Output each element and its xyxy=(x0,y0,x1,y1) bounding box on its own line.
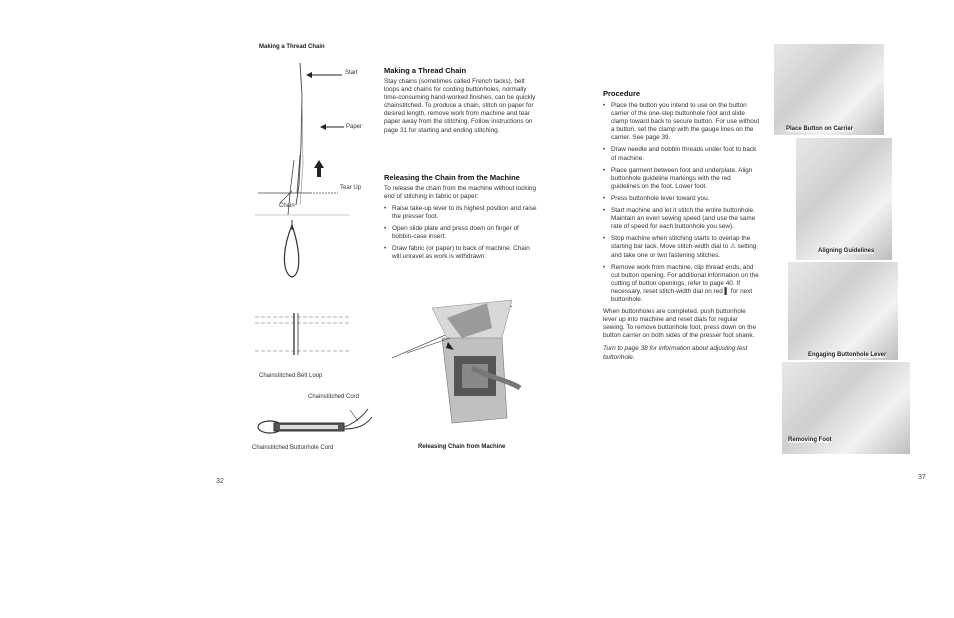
list-item: • Place the button you intend to use on the button carrier of the one-step buttonhole foot and slide clamp toward back to secure button. For use without a button, set the clamp with the gauge lines on the carrier. See page 39. xyxy=(603,102,761,142)
caption-place-button: Place Button on Carrier xyxy=(786,126,854,132)
releasing-steps-list xyxy=(384,205,540,262)
procedure-steps-list xyxy=(603,102,761,304)
caption-engaging-lever: Engaging Buttonhole Lever xyxy=(808,352,887,358)
page-number-right: 37 xyxy=(918,474,926,481)
paragraph-releasing-chain: To release the chain from the machine without locking end of stitching in fabric or paper: xyxy=(384,184,537,200)
page-number-left: 32 xyxy=(216,478,224,485)
middle-column xyxy=(384,66,540,265)
caption-releasing-chain: Releasing Chain from Machine xyxy=(418,444,506,450)
procedure-column xyxy=(603,89,761,362)
figure-title: Making a Thread Chain xyxy=(259,44,325,50)
photo-place-button xyxy=(774,44,884,135)
label-tear-up: Tear Up xyxy=(340,185,362,191)
caption-aligning-guidelines: Aligning Guidelines xyxy=(818,248,875,254)
list-item: • Remove work from machine, clip thread ends, and cut button opening. For additional information on the cutting of button openings, refer to page 40. If necessary, reset stitch-width dial on red ▌ for next buttonhole. xyxy=(603,264,761,304)
photo-engaging-lever xyxy=(788,262,898,360)
heading-releasing-chain: Releasing the Chain from the Machine xyxy=(384,172,520,182)
caption-removing-foot: Removing Foot xyxy=(788,437,832,443)
list-item: • Draw needle and bobbin threads under foot to back of machine. xyxy=(603,146,761,162)
releasing-chain-illustration xyxy=(392,298,522,428)
photo-aligning-guidelines xyxy=(796,138,892,260)
paragraph-completion: When buttonholes are completed, push buttonhole lever up into machine and reset dials for regular sewing. To remove buttonhole foot, press down on the button carrier on both sides of the presser foot shank. xyxy=(603,308,756,340)
list-item: • Stop machine when stitching starts to overlap the starting bar tack. Move stitch-width dial to ⚠ setting and take one or two fastening stitches. xyxy=(603,235,761,259)
caption-buttonhole-cord: Chainstitched Buttonhole Cord xyxy=(252,445,334,451)
list-item: • Press buttonhole lever toward you. xyxy=(603,195,761,203)
label-chain: Chain xyxy=(279,203,295,209)
list-item: • Draw fabric (or paper) to back of machine. Chain will unravel as work is withdrawn. xyxy=(384,245,540,261)
heading-making-thread-chain: Making a Thread Chain xyxy=(384,66,467,75)
note-test-buttonhole: Turn to page 38 for information about adjusting test buttonhole. xyxy=(603,345,748,361)
paragraph-thread-chain: Stay chains (sometimes called French tacks), belt loops and chains for cording buttonholes, normally time-consuming hand-worked finishes, can be quickly chainstitched. To produce a chain, stitch on paper for desired length, remove work from machine and tear paper away from the stitching. Follow instructions on page 31 for starting and ending stitching. xyxy=(384,78,536,134)
list-item: • Place garment between foot and underplate. Align buttonhole guideline markings with the red guidelines on the foot. Lower foot. xyxy=(603,167,761,191)
list-item: • Open slide plate and press down on finger of bobbin-case insert. xyxy=(384,225,540,241)
caption-belt-loop: Chainstitched Belt Loop xyxy=(259,373,323,379)
caption-cord: Chainstitched Cord xyxy=(308,394,360,400)
list-item: • Raise take-up lever to its highest position and raise the presser foot. xyxy=(384,205,540,221)
heading-procedure: Procedure xyxy=(603,89,641,98)
label-paper: Paper xyxy=(346,124,363,130)
list-item: • Start machine and let it stitch the entire buttonhole. Maintain an even sewing speed (and use the same rate of speed for each buttonhole you sew). xyxy=(603,207,761,231)
label-start: Start xyxy=(345,70,358,76)
